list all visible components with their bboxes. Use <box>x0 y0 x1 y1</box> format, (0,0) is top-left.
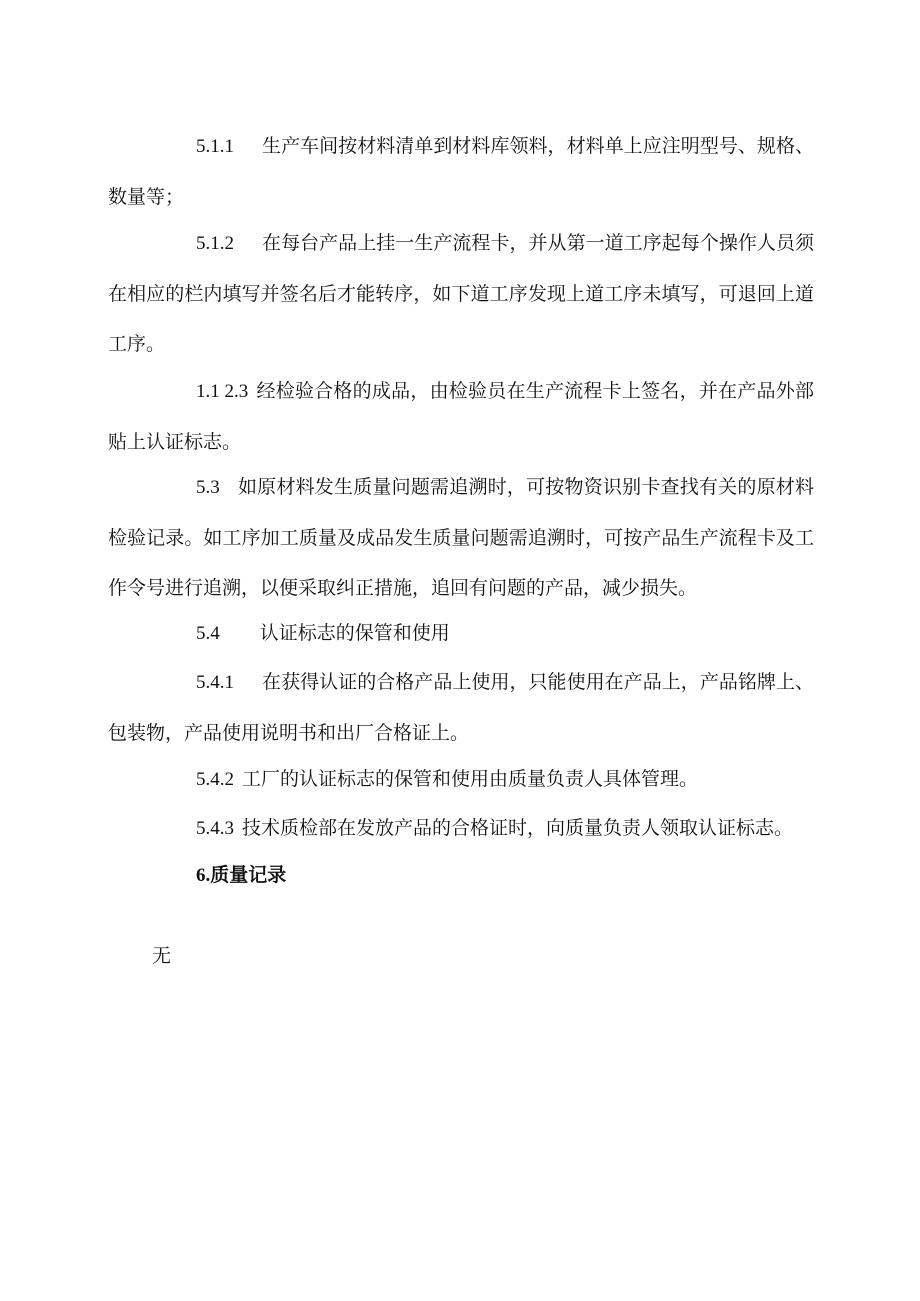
paragraph-5-1-1 <box>108 121 814 222</box>
clause-text: 生产车间按材料清单到材料库领料，材料单上应注明型号、规格、数量等； <box>108 135 814 208</box>
clause-text: 技术质检部在发放产品的合格证时，向质量负责人领取认证标志。 <box>242 817 794 839</box>
section-body-text: 无 <box>152 945 172 967</box>
paragraph-5-3 <box>108 462 814 613</box>
clause-number: 5.4.3 <box>196 818 234 839</box>
clause-number: 5.4.2 <box>196 769 234 790</box>
clause-number: 5.3 <box>196 477 220 498</box>
clause-text: 认证标志的保管和使用 <box>259 622 450 644</box>
clause-number: 1.1 2.3 <box>196 381 249 402</box>
section-heading <box>108 850 814 901</box>
section-title: 质量记录 <box>210 864 287 886</box>
section-body <box>108 931 814 981</box>
section-number: 6. <box>196 865 211 886</box>
clause-text: 经检验合格的成品，由检验员在生产流程卡上签名，并在产品外部贴上认证标志。 <box>108 380 814 453</box>
clause-number: 5.1.2 <box>196 233 234 254</box>
clause-text: 如原材料发生质量问题需追溯时，可按物资识别卡查找有关的原材料检验记录。如工序加工质量及成品发生质量问题需追溯时，可按产品生产流程卡及工作令号进行追溯，以便采取纠正措施，追回有问题的产品，减少损失。 <box>108 476 814 599</box>
clause-number: 5.4.1 <box>196 672 234 693</box>
paragraph-5-4-1 <box>108 657 814 758</box>
paragraph-5-4 <box>108 608 814 659</box>
clause-text: 工厂的认证标志的保管和使用由质量负责人具体管理。 <box>242 768 699 790</box>
paragraph-5-1-2 <box>108 218 814 369</box>
clause-number: 5.1.1 <box>196 136 234 157</box>
clause-text: 在每台产品上挂一生产流程卡，并从第一道工序起每个操作人员须在相应的栏内填写并签名后才能转序，如下道工序发现上道工序未填写，可退回上道工序。 <box>108 232 814 355</box>
paragraph-5-4-2 <box>108 754 814 805</box>
paragraph-1-1-2-3 <box>108 366 814 467</box>
paragraph-5-4-3 <box>108 803 814 854</box>
clause-number: 5.4 <box>196 623 220 644</box>
clause-text: 在获得认证的合格产品上使用，只能使用在产品上，产品铭牌上、包装物，产品使用说明书和出厂合格证上。 <box>108 671 814 744</box>
